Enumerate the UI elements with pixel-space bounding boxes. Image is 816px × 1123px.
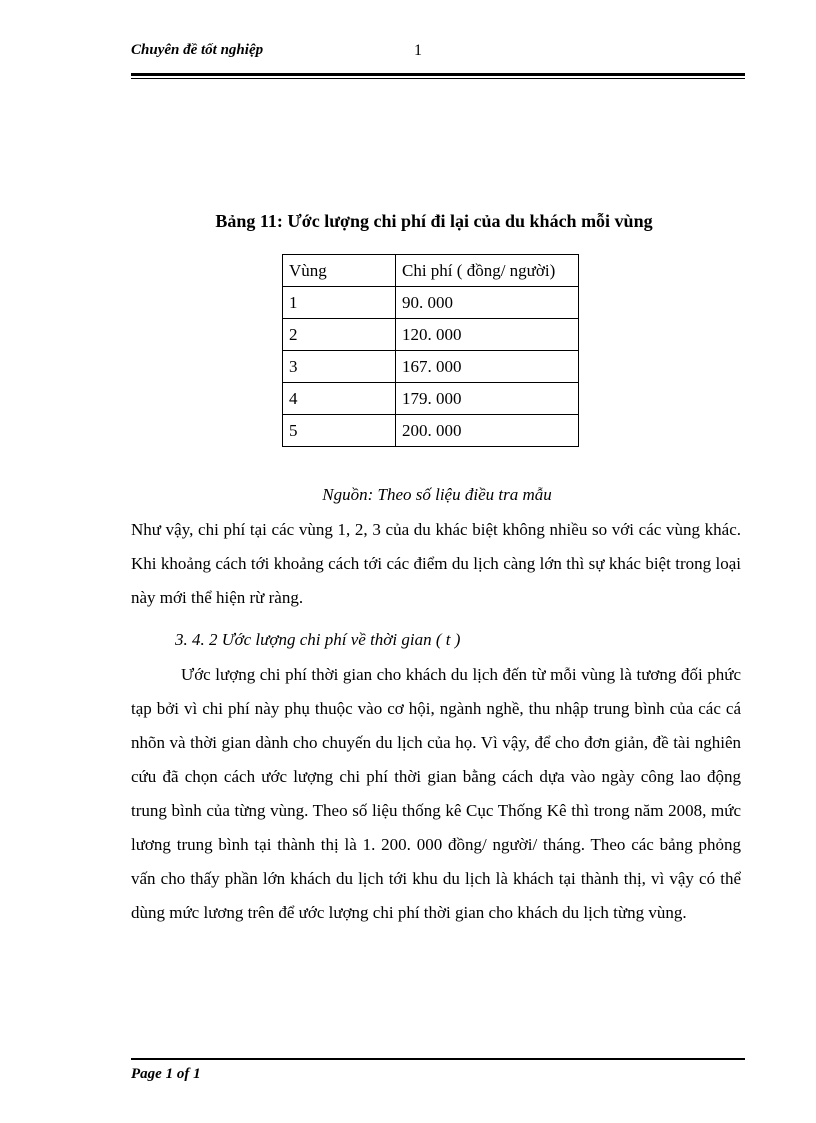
column-header-cost: Chi phí ( đồng/ người) — [396, 255, 579, 287]
header-rule-thick — [131, 73, 745, 76]
column-header-region: Vùng — [283, 255, 396, 287]
cost-table — [282, 254, 579, 447]
cell-region: 2 — [283, 319, 396, 351]
cell-cost: 200. 000 — [396, 415, 579, 447]
table-source-row — [0, 485, 816, 505]
cell-cost: 120. 000 — [396, 319, 579, 351]
table-row — [283, 287, 579, 319]
page-header — [131, 42, 745, 64]
cell-region: 4 — [283, 383, 396, 415]
cell-cost: 179. 000 — [396, 383, 579, 415]
header-title: Chuyên đề tốt nghiệp — [131, 42, 264, 58]
table-title: Bảng 11: Ước lượng chi phí đi lại của du khách mỗi vùng — [215, 211, 653, 231]
table-row — [283, 351, 579, 383]
header-page-number: 1 — [414, 42, 422, 59]
paragraph-2: Ước lượng chi phí thời gian cho khách du lịch đến từ mỗi vùng là tương đối phức tạp bởi vì chi phí này phụ thuộc vào cơ hội, ngành nghề, thu nhập trung bình của các cá nhõn và thời gian dành cho chuyến du lịch của họ. Vì vậy, để cho đơn giản, đề tài nghiên cứu đã chọn cách ước lượng chi phí thời gian bằng cách dựa vào ngày công lao động trung bình của từng vùng. Theo số liệu thống kê Cục Thống Kê thì trong năm 2008, mức lương trung bình tại thành thị là 1. 200. 000 đồng/ người/ tháng. Theo các bảng phỏng vấn cho thấy phần lớn khách du lịch tới khu du lịch là khách tại thành thị, vì vậy có thể dùng mức lương trên để ước lượng chi phí thời gian cho khách du lịch từng vùng. — [131, 665, 741, 922]
cell-cost: 167. 000 — [396, 351, 579, 383]
cell-region: 3 — [283, 351, 396, 383]
cell-region: 5 — [283, 415, 396, 447]
footer-rule — [131, 1058, 745, 1060]
table-row — [283, 415, 579, 447]
cell-region: 1 — [283, 287, 396, 319]
header-rule-thin — [131, 78, 745, 79]
footer-text: Page 1 of 1 — [131, 1066, 201, 1082]
section-heading: 3. 4. 2 Ước lượng chi phí về thời gian ( t ) — [175, 630, 461, 649]
table-row — [283, 383, 579, 415]
paragraph-1: Như vậy, chi phí tại các vùng 1, 2, 3 của du khác biệt không nhiều so với các vùng khác. Khi khoảng cách tới khoảng cách tới các điểm du lịch càng lớn thì sự khác biệt trong loại này mới thể hiện rừ ràng. — [131, 520, 741, 607]
table-row — [283, 319, 579, 351]
table-source: Nguồn: Theo số liệu điều tra mẫu — [322, 485, 552, 504]
table-header-row — [283, 255, 579, 287]
table-title-row — [0, 211, 816, 232]
cell-cost: 90. 000 — [396, 287, 579, 319]
